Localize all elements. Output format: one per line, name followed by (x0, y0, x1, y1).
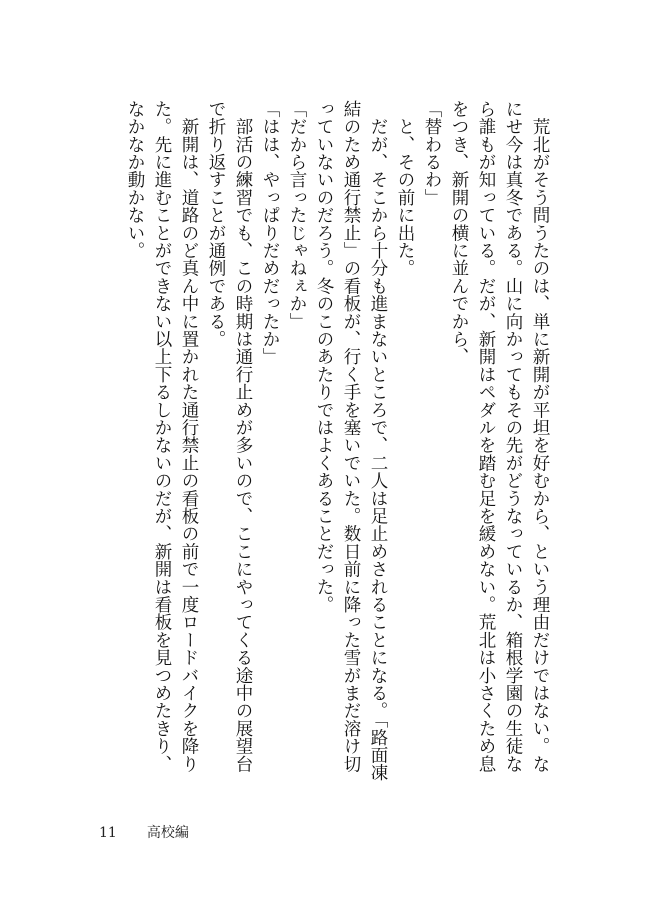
paragraph-7: 部活の練習でも、この時期は通行止めが多いので、ここにやってくる途中の展望台で折り返すことが通例である。 (206, 100, 253, 773)
paragraph-4: だが、そこから十分も進まないところで、二人は足止めされることになる。「路面凍結のため通行禁止」の看板が、行く手を塞いでいた。数日前に降った雪がまだ溶け切っていないのだろう。冬のこのあたりではよくあることだった。 (314, 100, 388, 782)
paragraph-5: 「だから言ったじゃねぇか」 (287, 100, 307, 331)
paragraph-2: 「替わるわ」 (422, 100, 442, 207)
page-footer (99, 822, 189, 842)
paragraph-8: 新開は、道路のど真ん中に置かれた通行禁止の看板の前で一度ロードバイクを降りた。先に進むことができない以上下るしかないのだが、新開は看板を見つめたきり、なかなか動かない。 (125, 100, 199, 773)
section-title: 高校編 (146, 825, 189, 841)
paragraph-3: と、その前に出た。 (395, 100, 415, 277)
vertical-body-text (121, 100, 553, 790)
paragraph-6: 「はは、やっぱりだめだったか」 (260, 100, 280, 366)
paragraph-1: 荒北がそう問うたのは、単に新開が平坦を好むから、という理由だけではない。なにせ今は真冬である。山に向かってもその先がどうなっているか、箱根学園の生徒なら誰もが知っている。だが、新開はペダルを踏む足を緩めない。荒北は小さくため息をつき、新開の横に並んでから、 (449, 100, 550, 773)
page-number: 11 (99, 825, 117, 841)
